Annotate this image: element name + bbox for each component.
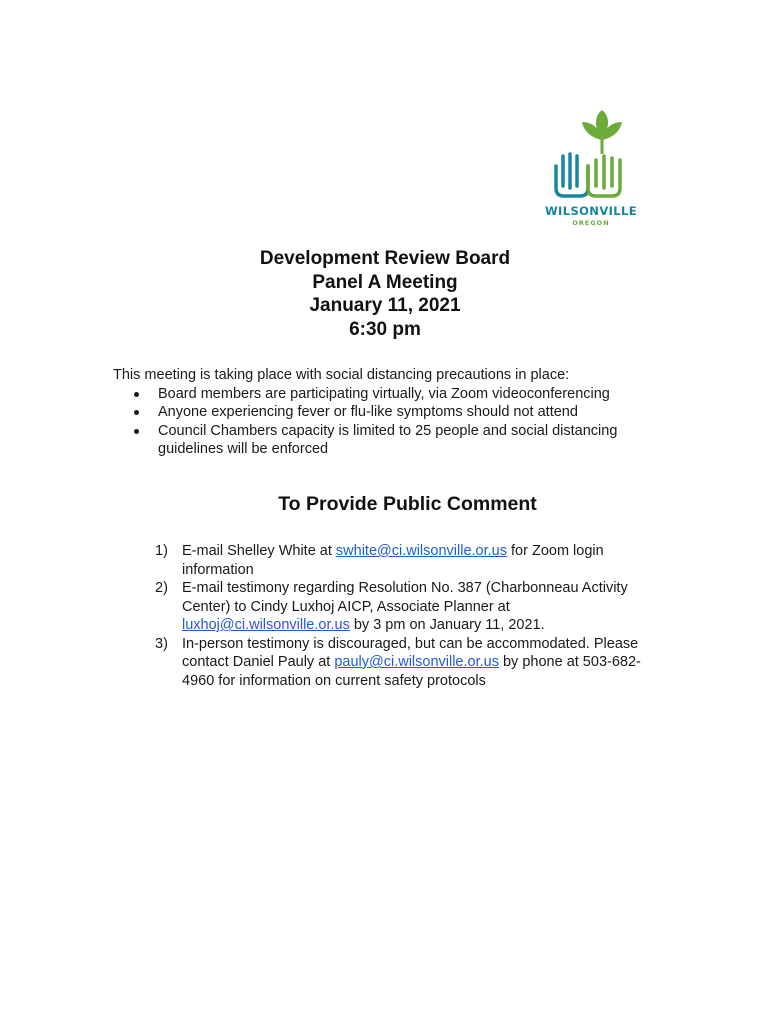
step-in-person <box>155 635 655 691</box>
precautions-list <box>113 385 673 459</box>
step-text: by 3 pm on January 11, 2021. <box>349 617 545 633</box>
step-email-testimony <box>155 579 655 635</box>
bullet-icon <box>134 429 139 434</box>
step-text: E-mail testimony regarding Resolution No. 387 (Charbonneau Activity Center) to Cindy Luxhoj AICP, Associate Planner at <box>182 580 628 615</box>
public-comment-heading: To Provide Public Comment <box>278 493 537 515</box>
bullet-text: Anyone experiencing fever or flu-like symptoms should not attend <box>158 404 578 420</box>
title-board: Development Review Board <box>259 248 511 269</box>
precautions-section <box>113 366 673 459</box>
public-comment-steps <box>155 542 655 690</box>
list-item <box>113 385 673 404</box>
step-number: 1) <box>155 543 168 559</box>
step-text: by phone at 503-682-4960 for information on current safety protocols <box>182 654 641 689</box>
email-link-luxhoj[interactable]: luxhoj@ci.wilsonville.or.us <box>182 617 350 633</box>
email-link-pauly[interactable]: pauly@ci.wilsonville.or.us <box>334 654 499 670</box>
wilsonville-logo <box>536 108 646 232</box>
step-email-zoom <box>155 542 655 579</box>
bullet-icon <box>134 392 139 397</box>
precautions-intro: This meeting is taking place with social distancing precautions in place: <box>113 367 570 383</box>
logo-wordmark: WILSONVILLE <box>544 204 638 218</box>
title-panel: Panel A Meeting <box>312 271 458 293</box>
list-item <box>113 422 673 459</box>
logo-state: OREGON <box>572 219 610 227</box>
title-time: 6:30 pm <box>349 318 421 340</box>
title-date: January 11, 2021 <box>309 295 461 316</box>
step-text: E-mail Shelley White at <box>182 543 336 559</box>
bullet-text: Council Chambers capacity is limited to 25 people and social distancing guidelines will be enforced <box>158 422 618 457</box>
bullet-text: Board members are participating virtually, via Zoom videoconferencing <box>158 385 610 402</box>
list-item <box>113 403 673 422</box>
step-number: 3) <box>155 635 168 652</box>
step-number: 2) <box>155 580 168 596</box>
wilsonville-logo-icon <box>536 108 646 204</box>
step-text: for Zoom login information <box>182 543 604 578</box>
step-text: In-person testimony is discouraged, but can be accommodated. Please contact Daniel Pauly at <box>182 635 639 670</box>
bullet-icon <box>134 410 139 415</box>
email-link-swhite[interactable]: swhite@ci.wilsonville.or.us <box>335 543 507 559</box>
meeting-title <box>0 247 770 341</box>
